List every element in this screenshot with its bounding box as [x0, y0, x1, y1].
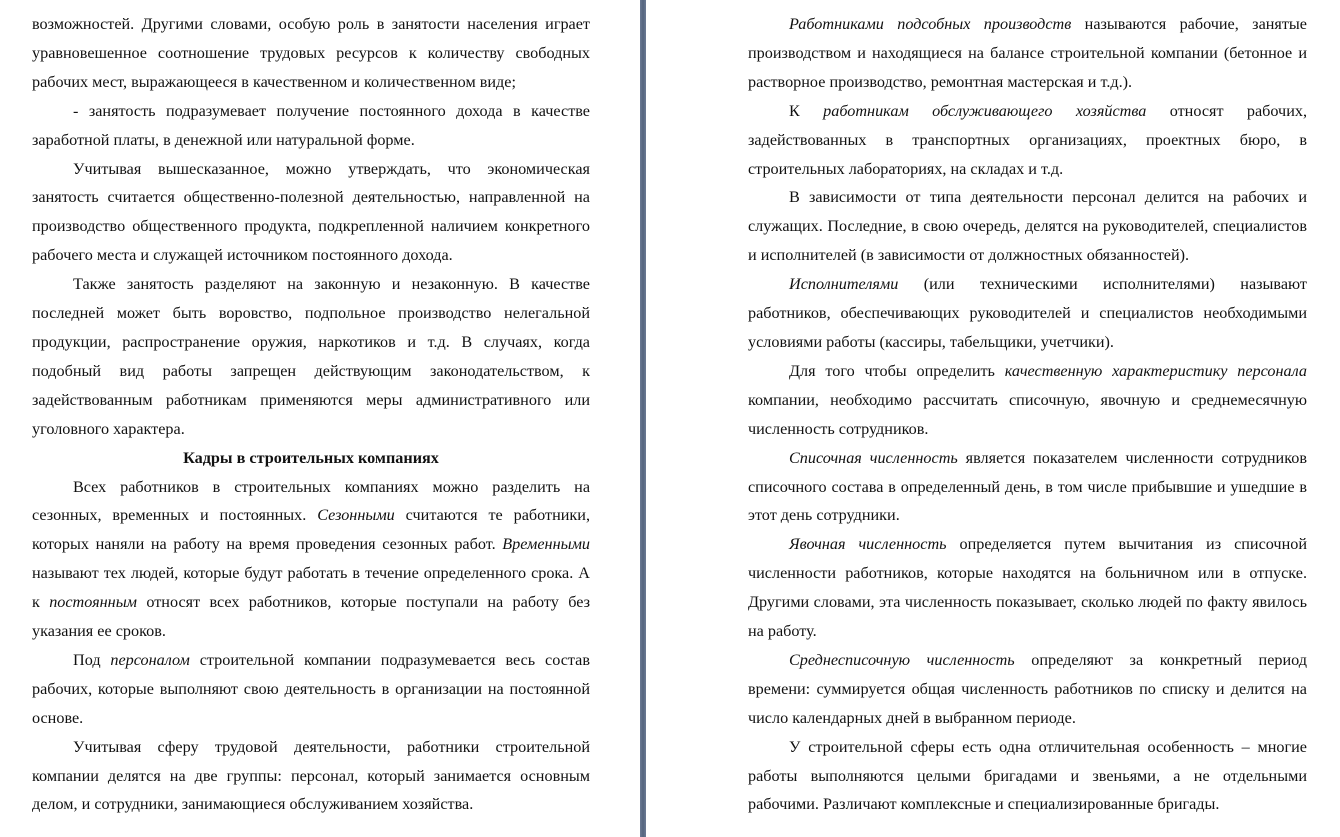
text-run: относят рабочих, задействованных в транспортных организациях, проектных бюро, в строительных лабораториях, на складах и т.д.	[748, 101, 1307, 178]
italic-term: персоналом	[110, 650, 190, 669]
paragraph	[748, 733, 1307, 820]
text-run: возможностей. Другими словами, особую роль в занятости населения играет уравновешенное соотношение трудовых ресурсов к количеству свободных рабочих мест, выражающееся в качественном и количественном виде;	[32, 15, 590, 91]
italic-term: работникам обслуживающего хозяйства	[823, 101, 1147, 120]
paragraph	[32, 733, 590, 820]
text-run: строительной компании подразумевается весь состав рабочих, которые выполняют свою деятельность в организации на постоянной основе.	[32, 650, 590, 727]
text-run: - занятость подразумевает получение постоянного дохода в качестве заработной платы, в денежной или натуральной форме.	[32, 101, 590, 149]
paragraph	[32, 97, 590, 155]
paragraph	[32, 155, 590, 271]
left-page	[0, 0, 640, 837]
text-run: Всех работников в строительных компаниях можно разделить на сезонных, временных и постоянных.	[32, 477, 590, 525]
italic-term: Временными	[502, 535, 590, 554]
paragraph	[748, 97, 1307, 184]
text-run: Для того чтобы определить	[789, 361, 1005, 380]
text-run: Учитывая сферу трудовой деятельности, работники строительной компании делятся на две группы: персонал, который занимается основным делом, и сотрудники, занимающиеся обслуживанием хозяйства.	[32, 737, 590, 814]
paragraph	[32, 270, 590, 443]
text-run: Учитывая вышесказанное, можно утверждать, что экономическая занятость считается общественно-полезной деятельностью, направленной на производство общественного продукта, подкрепленной наличием конкретного рабочего места и служащей источником постоянного дохода.	[32, 159, 590, 265]
italic-term: Сезонными	[317, 506, 395, 525]
paragraph	[32, 646, 590, 733]
text-run: относят всех работников, которые поступали на работу без указания ее сроков.	[32, 593, 590, 641]
italic-term: Работниками подсобных производств	[789, 15, 1072, 33]
text-run: компании, необходимо рассчитать списочную, явочную и среднемесячную численность сотрудников.	[748, 390, 1307, 438]
text-run: Также занятость разделяют на законную и незаконную. В качестве последней может быть воровство, подпольное производство нелегальной продукции, распространение оружия, наркотиков и т.д. В случаях, когда подобный вид работы запрещен действующим законодательством, к задействованным работникам применяются меры административного или уголовного характера.	[32, 275, 590, 438]
italic-term: Среднесписочную численность	[789, 650, 1015, 669]
paragraph	[32, 473, 590, 646]
left-paragraphs-after-heading	[32, 473, 590, 820]
section-heading: Кадры в строительных компаниях	[183, 448, 439, 467]
italic-term: Списочная численность	[789, 448, 958, 467]
left-page-text	[32, 10, 590, 819]
paragraph	[748, 646, 1307, 733]
text-run: считаются те работники, которых наняли на работу на время проведения сезонных работ.	[32, 506, 590, 554]
text-run: (или техническими исполнителями) называют работников, обеспечивающих руководителей и специалистов необходимыми условиями работы (кассиры, табельщики, учетчики).	[748, 275, 1307, 351]
text-run: называют тех людей, которые будут работать в течение определенного срока. А к	[32, 564, 590, 612]
left-paragraphs	[32, 10, 590, 444]
right-page	[646, 0, 1340, 837]
right-page-text	[748, 10, 1307, 819]
italic-term: постоянным	[49, 593, 138, 612]
text-run: Под	[73, 650, 111, 669]
italic-term: качественную характеристику персонала	[1004, 361, 1308, 380]
text-run: В зависимости от типа деятельности персонал делится на рабочих и служащих. Последние, в свою очередь, делятся на руководителей, специалистов и исполнителей (в зависимости от должностных обязанностей).	[748, 188, 1307, 265]
text-run: называются рабочие, занятые производством и находящиеся на балансе строительной компании (бетонное и растворное производство, ремонтная мастерская и т.д.).	[748, 15, 1307, 91]
paragraph	[748, 270, 1307, 357]
text-run: определяется путем вычитания из списочной численности работников, которые находятся на больничном или в отпуске. Другими словами, эта численность показывает, сколько людей по факту явилось на работу.	[748, 535, 1307, 641]
paragraph	[748, 444, 1307, 531]
italic-term: Явочная численность	[789, 535, 947, 554]
text-run: У строительной сферы есть одна отличительная особенность – многие работы выполняются целыми бригадами и звеньями, а не отдельными рабочими. Различают комплексные и специализированные бригады.	[748, 737, 1307, 814]
text-run: К	[789, 101, 824, 120]
paragraph	[748, 357, 1307, 444]
paragraph	[748, 530, 1307, 646]
paragraph	[748, 10, 1307, 97]
paragraph	[32, 10, 590, 97]
italic-term: Исполнителями	[789, 275, 899, 294]
text-run: является показателем численности сотрудников списочного состава в определенный день, в том числе прибывшие и ушедшие в этот день сотрудники.	[748, 448, 1307, 525]
paragraph	[748, 183, 1307, 270]
text-run: определяют за конкретный период времени: суммируется общая численность работников по списку и делится на число календарных дней в выбранном периоде.	[748, 650, 1307, 727]
right-paragraphs	[748, 10, 1307, 819]
